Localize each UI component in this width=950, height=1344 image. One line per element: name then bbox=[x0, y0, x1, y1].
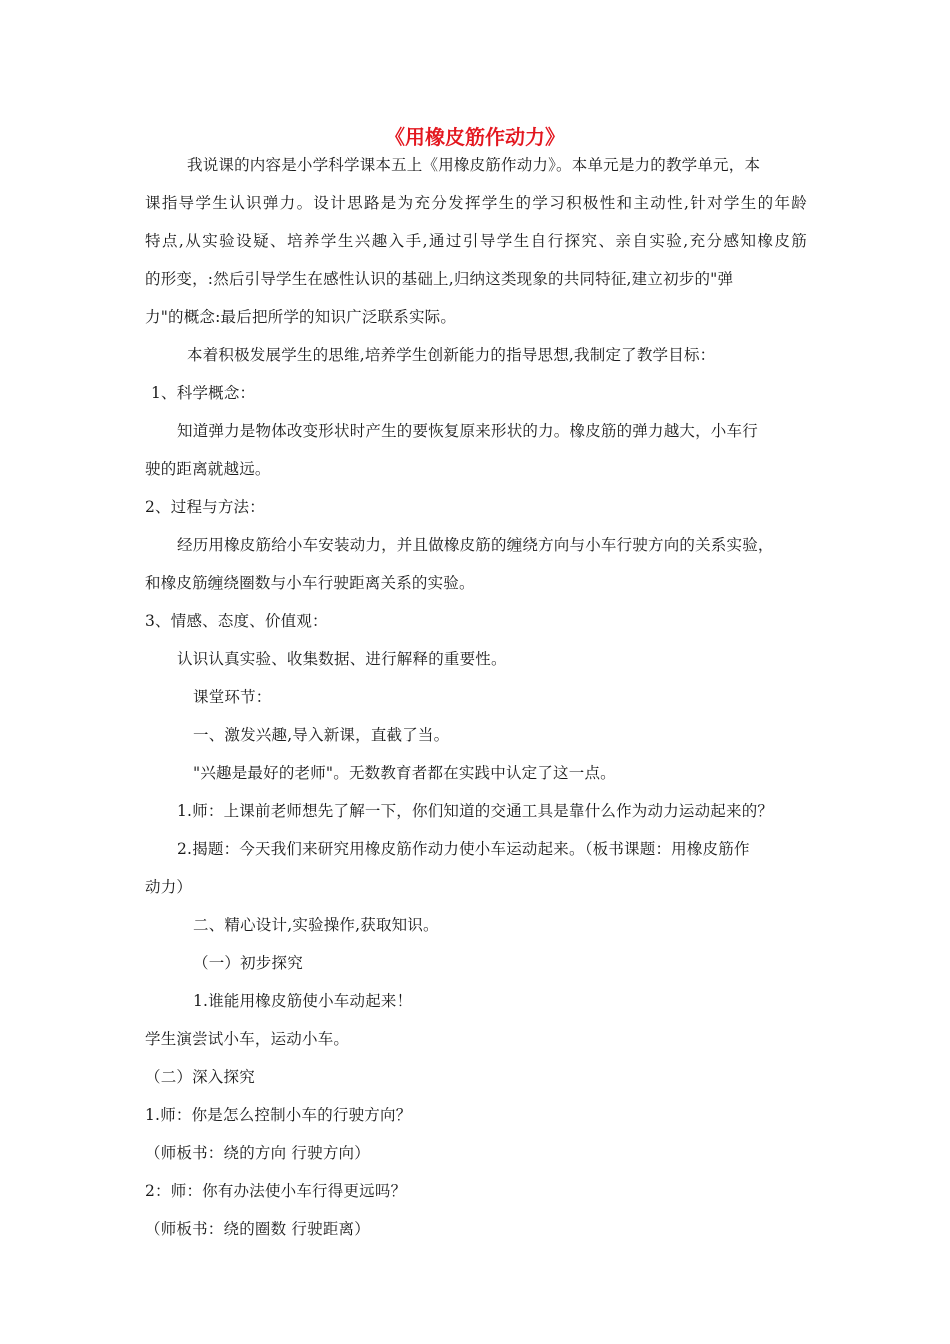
paragraph-line: "兴趣是最好的老师"。无数教育者都在实践中认定了这一点。 bbox=[193, 764, 616, 782]
paragraph-line: 认识认真实验、收集数据、进行解释的重要性。 bbox=[177, 650, 507, 668]
paragraph-line: 本着积极发展学生的思维,培养学生创新能力的指导思想,我制定了教学目标： bbox=[187, 346, 716, 364]
paragraph-line: 学生演尝试小车，运动小车。 bbox=[145, 1030, 350, 1048]
paragraph-line: 2：师：你有办法使小车行得更远吗？ bbox=[145, 1182, 407, 1200]
paragraph-line: 驶的距离就越远。 bbox=[145, 460, 271, 478]
paragraph-line: （师板书：绕的方向 行驶方向） bbox=[145, 1144, 370, 1162]
section-heading: 3、情感、态度、价值观： bbox=[145, 612, 328, 630]
section-heading: 二、精心设计,实验操作,获取知识。 bbox=[193, 916, 439, 934]
paragraph-line: 知道弹力是物体改变形状时产生的要恢复原来形状的力。橡皮筋的弹力越大，小车行 bbox=[177, 422, 758, 440]
paragraph-line: 力"的概念:最后把所学的知识广泛联系实际。 bbox=[145, 308, 457, 326]
paragraph-line: 和橡皮筋缠绕圈数与小车行驶距离关系的实验。 bbox=[145, 574, 475, 592]
paragraph-line: （师板书：绕的圈数 行驶距离） bbox=[145, 1220, 370, 1238]
section-heading: （二）深入探究 bbox=[145, 1068, 255, 1086]
paragraph-line: 我说课的内容是小学科学课本五上《用橡皮筋作动力》。本单元是力的教学单元，本 bbox=[187, 156, 761, 174]
paragraph-line: 课指导学生认识弹力。设计思路是为充分发挥学生的学习积极性和主动性,针对学生的年龄 bbox=[145, 194, 807, 212]
section-heading: 课堂环节： bbox=[193, 688, 272, 706]
document-title: 《用橡皮筋作动力》 bbox=[385, 125, 565, 149]
section-heading: 1、科学概念： bbox=[151, 384, 256, 402]
paragraph-line: 1.谁能用橡皮筋使小车动起来！ bbox=[193, 992, 413, 1010]
section-heading: 2、过程与方法： bbox=[145, 498, 265, 516]
paragraph-line: 1.师：上课前老师想先了解一下，你们知道的交通工具是靠什么作为动力运动起来的？ bbox=[177, 802, 774, 820]
paragraph-line: 一、激发兴趣,导入新课，直截了当。 bbox=[193, 726, 450, 744]
section-heading: （一）初步探究 bbox=[193, 954, 303, 972]
paragraph-line: 特点,从实验设疑、培养学生兴趣入手,通过引导学生自行探究、亲自实验,充分感知橡皮筋 bbox=[145, 232, 807, 250]
paragraph-line: 2.揭题：今天我们来研究用橡皮筋作动力使小车运动起来。（板书课题：用橡皮筋作 bbox=[177, 840, 750, 858]
paragraph-line: 的形变，:然后引导学生在感性认识的基础上,归纳这类现象的共同特征,建立初步的"弹 bbox=[145, 270, 734, 288]
paragraph-line: 1.师：你是怎么控制小车的行驶方向？ bbox=[145, 1106, 412, 1124]
paragraph-line: 经历用橡皮筋给小车安装动力，并且做橡皮筋的缠绕方向与小车行驶方向的关系实验， bbox=[177, 536, 774, 554]
paragraph-line: 动力） bbox=[145, 878, 193, 896]
